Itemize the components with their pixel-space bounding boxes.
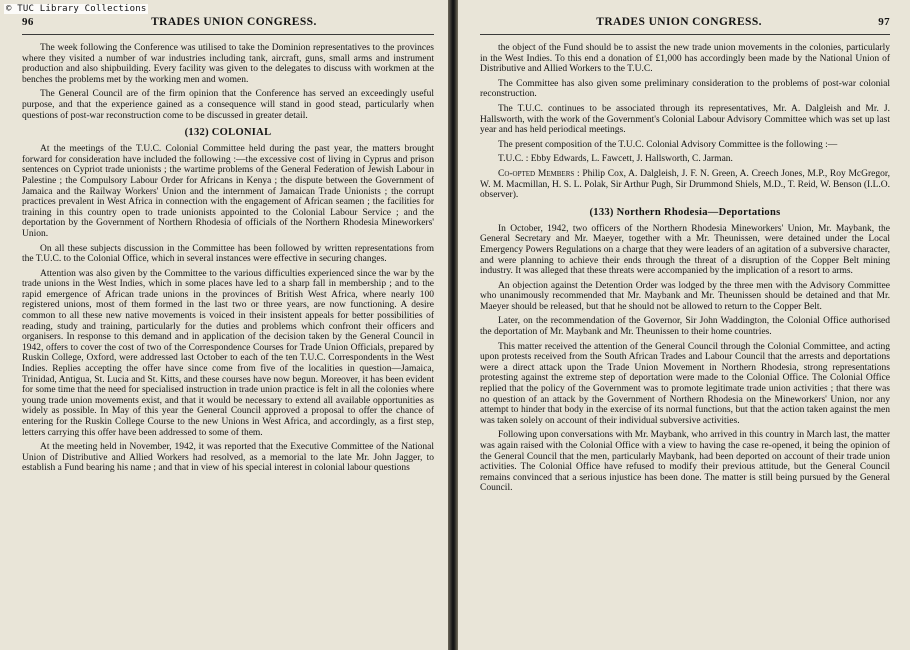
- coopted-members-paragraph: [480, 169, 890, 201]
- paragraph: T.U.C. : Ebby Edwards, L. Fawcett, J. Hallsworth, C. Jarman.: [498, 154, 733, 165]
- paragraph: the object of the Fund should be to assist the new trade union movements in the colonies, particularly in the West Indies. To this end a donation of £1,000 has accordingly been made by the National Union of Distributive and Allied Workers to the T.U.C.: [480, 43, 890, 75]
- left-page-header: [22, 16, 434, 35]
- book-gutter: [448, 0, 458, 650]
- left-running-head: TRADES UNION CONGRESS.: [151, 16, 317, 28]
- section-heading-colonial: (132) COLONIAL: [184, 127, 272, 139]
- paragraph: In October, 1942, two officers of the Northern Rhodesia Mineworkers' Union, Mr. Maybank, the General Secretary and Mr. Maeyer, together with a Mr. Theunissen, were detained under the Local Emergency Powers Regulations on a charge that they were leaders of an agitation of a subversive character, and were planning to achieve their ends through the threat of a disruption of the Copper Belt mining industry. It was alleged that these threats were accompanied by the implication of a resort to arms.: [480, 223, 890, 277]
- paragraph: The T.U.C. continues to be associated through its representatives, Mr. A. Dalgleish and Mr. J. Hallsworth, with the work of the Government's Colonial Labour Advisory Committee which was set up last year and has held periodical meetings.: [480, 103, 890, 136]
- paragraph: The Committee has also given some preliminary consideration to the problems of post-war colonial reconstruction.: [480, 78, 890, 100]
- paragraph: Following upon conversations with Mr. Maybank, who arrived in this country in March last, the matter was again raised with the Colonial Office with a view to having the case re-opened, it being the opinion of the General Council that the men, particularly Maybank, had been deported on account of their trade union activities. The Colonial Office have refused to modify their previous attitude, but the General Council remains convinced that a serious injustice has been done. The matter is still being pursued by the General Council.: [480, 430, 890, 494]
- collection-watermark: © TUC Library Collections: [6, 4, 147, 14]
- coopted-members-label: Co-opted Members: [498, 168, 575, 179]
- paragraph: At the meeting held in November, 1942, it was reported that the Executive Committee of the National Union of Distributive and Allied Workers had resolved, as a memorial to the late Mr. John Jagger, to establish a Fund bearing his name ; and that in view of his special interest in colonial labour questions: [22, 442, 434, 474]
- paragraph: The week following the Conference was utilised to take the Dominion representatives to the provinces where they visited a number of war industries including tank, aircraft, guns, small arms and instrument production and also shipbuilding. Every facility was given to the delegates to discuss with workmen at the benches the problems met by the working men and women.: [22, 43, 434, 85]
- paragraph: The General Council are of the firm opinion that the Conference has served an exceedingly useful purpose, and that the experience gained as a consequence will stand in good stead, particularly when questions of post-war reconstruction come to be discussed in greater detail.: [22, 89, 434, 121]
- paragraph: An objection against the Detention Order was lodged by the three men with the Advisory Committee who unanimously recommended that Mr. Maybank and Mr. Theunissen should be detained and that Mr. Maeyer should be released, but that he should not be allowed to return to the Copper Belt.: [480, 280, 890, 312]
- coopted-members-list: : Philip Cox, A. Dalgleish, J. F. N. Green, A. Creech Jones, M.P., Roy McGregor, W. M. Macmillan, H. S. L. Polak, Sir Arthur Pugh, Sir Drummond Shiels, M.D., T. Reid, W. Benson (I.L.O. observer).: [480, 168, 891, 201]
- paragraph: This matter received the attention of the General Council through the Colonial Committee, and acting upon protests received from the South African Trades and Labour Council that the arrests and deportations were a direct attack upon the Trade Union Movement in Northern Rhodesia, strong representations protesting against the extreme step of deportation were made to the Colonial Office. The Colonial Office replied that the policy of the Government was to promote legitimate trade union activities ; that there was no question of an attack by the Government of Northern Rhodesia on the Mineworkers' Union, nor any attempt to hinder that body in the exercise of its normal functions, but that the action taken against the men was taken solely on account of their individual subversive activities.: [480, 341, 890, 426]
- paragraph: On all these subjects discussion in the Committee has been followed by written representations from the T.U.C. to the Colonial Office, which in several instances were effective in securing changes.: [22, 243, 434, 265]
- right-page-header: [480, 16, 890, 35]
- paragraph: Later, on the recommendation of the Governor, Sir John Waddington, the Colonial Office authorised the deportation of Mr. Maybank and Mr. Theunissen to their home countries.: [480, 316, 890, 338]
- left-page: [0, 0, 448, 650]
- paragraph: Attention was also given by the Committee to the various difficulties experienced since the war by the trade unions in the West Indies, which in some places have led to a sharp fall in membership ; and to the rapid emergence of African trade unions in the provinces of British West Africa, where nearly 100 registered unions, most of them formed in the last two or three years, are now functioning. A desire common to all these new native movements is voiced in their insistent appeals for better possibilities of reading, study and training, particularly for the duties and problems which confront their officers and organisers. In response to this demand and in application of the decision taken by the General Council in 1942, offers to cover the cost of two of the Correspondence Courses for Trade Union Officials, prepared by Ruskin College, Oxford, were addressed last October to each of the ten T.U.C. Correspondents in the West Indies. Replies accepting the offer have since come from five of the localities in question—Jamaica, Trinidad, Antigua, St. Lucia and St. Kitts, and these courses have now begun. Moreover, it has been evident for some time that the need for specialised instruction in trade union practice is felt in all the colonies where young trade union movements exist, and that it would be necessary to extend all available opportunities as widely as possible. In May of this year the General Council approved a proposal to offer the chance of entering for the Ruskin College Course to the new Unions in West Africa, and accordingly, as a first step, letters carrying this offer have been addressed to some of them.: [22, 268, 434, 438]
- right-page-number: 97: [878, 16, 890, 28]
- paragraph: At the meetings of the T.U.C. Colonial Committee held during the past year, the matters brought forward for consideration have included the following :—the excessive cost of living in Cyprus and prison sentences on Cypriot trade unionists ; the wartime problems of the General Federation of Jewish Labour in Palestine ; the Compulsory Labour Order for Africans in Kenya ; the dispute between the Government of Jamaica and the Railway Workers' Union and the internment of Jamaican Trade Unionists ; the corrupt practices prevalent in West Africa in connection with the engagement of African seamen ; the facilities for training in this country open to trade unionists appointed to the Colonial Labour Service ; and the deportation by the Government of Northern Rhodesia of officials of the Northern Rhodesia Mineworkers' Union.: [22, 144, 434, 239]
- paragraph: The present composition of the T.U.C. Colonial Advisory Committee is the following :—: [498, 139, 838, 150]
- left-page-number: 96: [22, 16, 34, 28]
- right-page: [458, 0, 910, 650]
- section-heading-northern-rhodesia: (133) Northern Rhodesia—Deportations: [589, 206, 781, 218]
- right-running-head: TRADES UNION CONGRESS.: [596, 16, 762, 28]
